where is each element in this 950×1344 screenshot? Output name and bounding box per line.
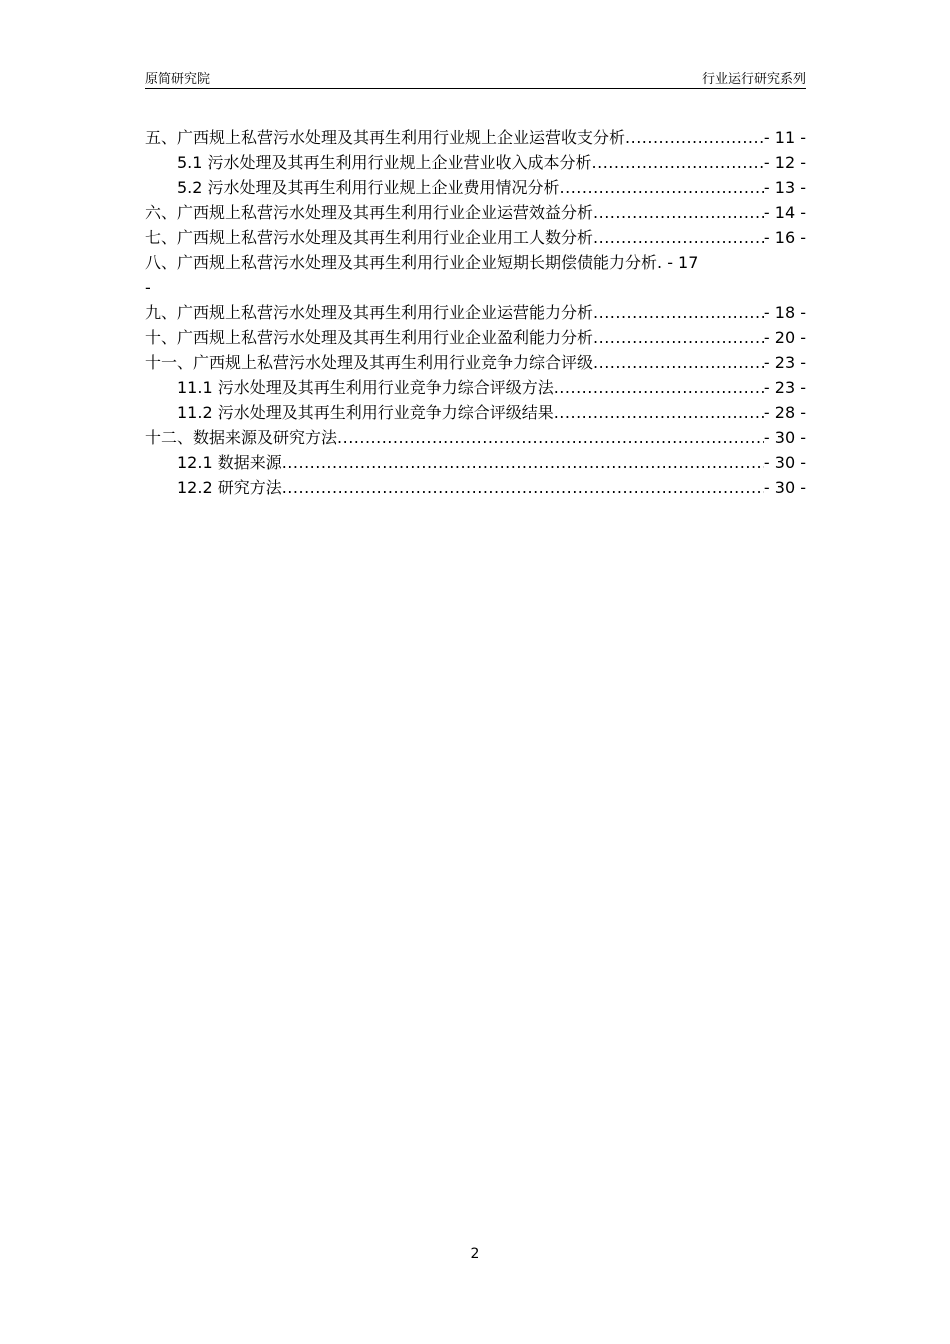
toc-leader-dots	[560, 175, 764, 200]
toc-entry-title: 六、广西规上私营污水处理及其再生利用行业企业运营效益分析	[145, 203, 594, 222]
toc-leader-dots	[593, 200, 764, 225]
toc-entry-page: - 30 -	[763, 428, 806, 447]
toc-entry-page: - 18 -	[763, 303, 806, 322]
toc-entry[interactable]: 八、广西规上私营污水处理及其再生利用行业企业短期长期偿债能力分析 . - 17 -	[145, 250, 806, 300]
toc-entry-title: 七、广西规上私营污水处理及其再生利用行业企业用工人数分析	[145, 228, 594, 247]
toc-entry-page: - 30 -	[763, 453, 806, 472]
toc-entry-title: 11.2 污水处理及其再生利用行业竞争力综合评级结果	[177, 403, 554, 422]
toc-leader-dots	[282, 475, 764, 500]
toc-entry-title: 5.1 污水处理及其再生利用行业规上企业营业收入成本分析	[177, 153, 592, 172]
toc-entry[interactable]	[145, 150, 806, 175]
toc-entry-page: - 30 -	[763, 478, 806, 497]
table-of-contents	[145, 125, 806, 500]
toc-entry-title: 八、广西规上私营污水处理及其再生利用行业企业短期长期偿债能力分析	[145, 253, 658, 272]
toc-entry[interactable]	[145, 450, 806, 475]
toc-entry[interactable]	[145, 225, 806, 250]
page-header	[145, 66, 806, 89]
toc-entry[interactable]	[145, 400, 806, 425]
toc-leader-dots	[593, 350, 764, 375]
toc-leader-dots	[625, 125, 764, 150]
toc-entry-page-continued: -	[145, 278, 151, 297]
toc-entry-title: 12.2 研究方法	[177, 478, 282, 497]
toc-entry[interactable]	[145, 475, 806, 500]
toc-entry[interactable]	[145, 300, 806, 325]
toc-entry-page: - 23 -	[763, 378, 806, 397]
toc-entry-title: 11.1 污水处理及其再生利用行业竞争力综合评级方法	[177, 378, 554, 397]
toc-entry[interactable]	[145, 175, 806, 200]
toc-entry[interactable]	[145, 375, 806, 400]
toc-leader-dots	[593, 225, 764, 250]
toc-entry-page: - 20 -	[763, 328, 806, 347]
toc-entry[interactable]	[145, 425, 806, 450]
toc-entry-page: - 28 -	[763, 403, 806, 422]
toc-entry[interactable]	[145, 325, 806, 350]
toc-leader-dots	[593, 325, 764, 350]
toc-entry-page: - 12 -	[763, 153, 806, 172]
toc-entry-page: - 17	[667, 253, 699, 272]
header-series-name: 行业运行研究系列	[701, 72, 806, 87]
toc-entry-page: - 13 -	[763, 178, 806, 197]
toc-entry-title: 5.2 污水处理及其再生利用行业规上企业费用情况分析	[177, 178, 560, 197]
page-number: 2	[470, 1246, 480, 1262]
toc-entry-page: - 23 -	[763, 353, 806, 372]
toc-entry-title: 九、广西规上私营污水处理及其再生利用行业企业运营能力分析	[145, 303, 594, 322]
toc-entry-page: - 11 -	[763, 128, 806, 147]
toc-leader-dots	[554, 400, 764, 425]
page-footer	[0, 1246, 950, 1262]
toc-entry-page: - 14 -	[763, 203, 806, 222]
toc-entry-title: 十二、数据来源及研究方法	[145, 428, 338, 447]
toc-entry-title: 五、广西规上私营污水处理及其再生利用行业规上企业运营收支分析	[145, 128, 626, 147]
toc-leader-dots	[554, 375, 764, 400]
toc-leader-dots	[337, 425, 764, 450]
toc-entry-title: 十、广西规上私营污水处理及其再生利用行业企业盈利能力分析	[145, 328, 594, 347]
toc-entry[interactable]	[145, 200, 806, 225]
toc-leader-dots	[593, 300, 764, 325]
toc-entry-title: 十一、广西规上私营污水处理及其再生利用行业竞争力综合评级	[145, 353, 594, 372]
header-org-name: 原简研究院	[145, 72, 211, 87]
toc-entry-title: 12.1 数据来源	[177, 453, 282, 472]
toc-entry[interactable]	[145, 125, 806, 150]
toc-leader-dots	[282, 450, 764, 475]
toc-leader-dots	[592, 150, 764, 175]
toc-entry-page: - 16 -	[763, 228, 806, 247]
toc-entry[interactable]	[145, 350, 806, 375]
